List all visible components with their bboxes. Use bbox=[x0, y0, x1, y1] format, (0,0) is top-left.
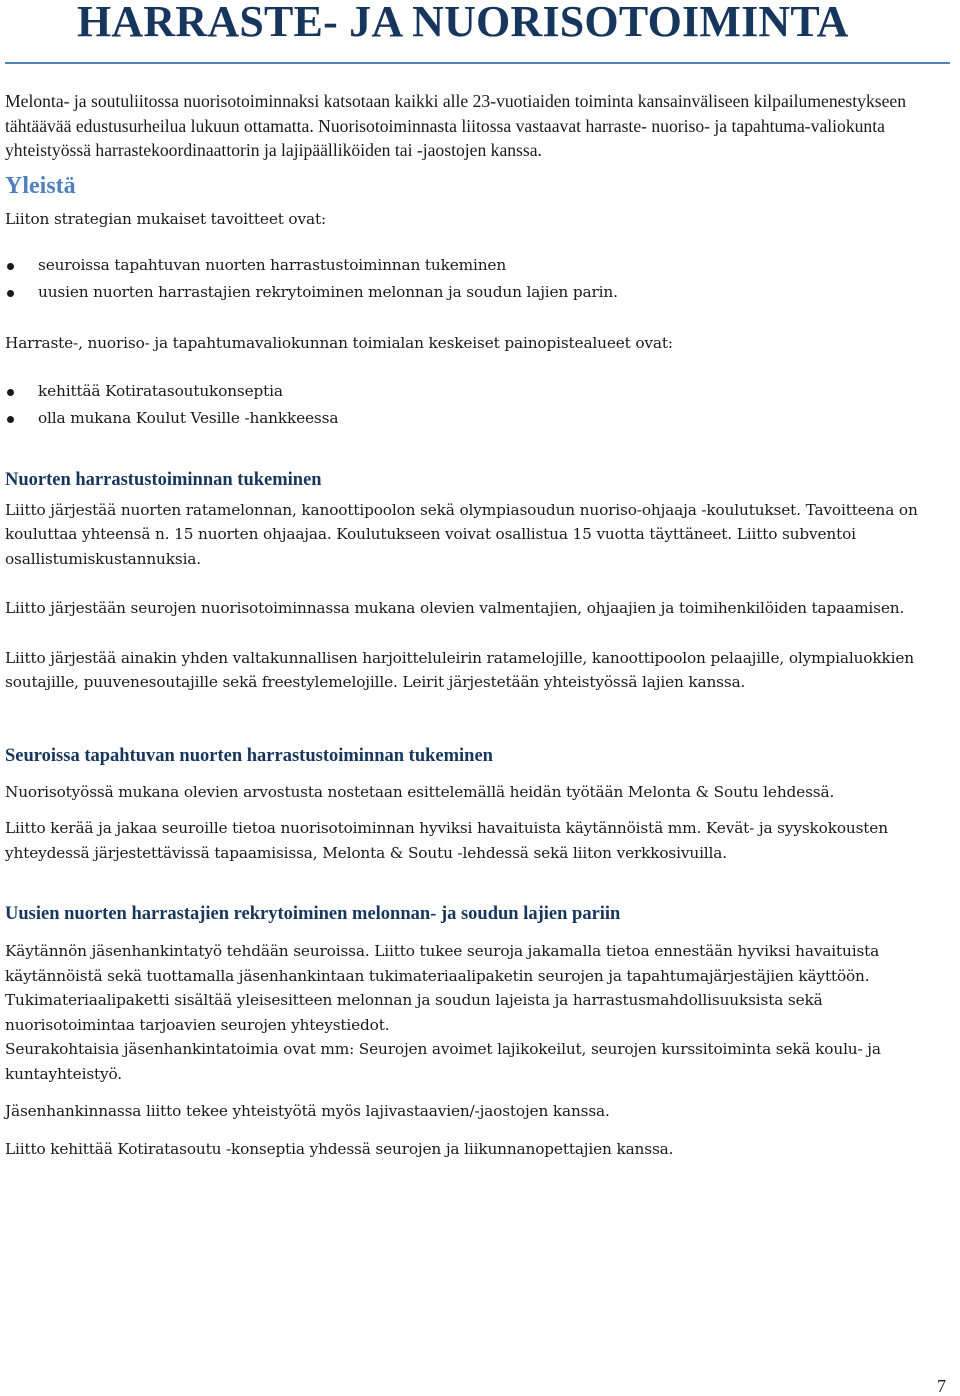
bullet-icon bbox=[7, 263, 14, 270]
recruitment-paragraph: Seurakohtaisia jäsenhankintatoimia ovat mm: Seurojen avoimet lajikokeilut, seurojen kurssitoiminta sekä koulu- ja kuntayhteistyö. bbox=[5, 1040, 881, 1083]
club-support-heading: Seuroissa tapahtuvan nuorten harrastustoiminnan tukeminen bbox=[5, 745, 493, 766]
bullet-icon bbox=[7, 416, 14, 423]
club-support-paragraph: Liitto kerää ja jakaa seuroille tietoa nuorisotoiminnan hyviksi havaituista käytännöistä mm. Kevät- ja syyskokousten yhteydessä järjestettävissä tapaamisissa, Melonta & Soutu -lehdessä sekä liiton verkkosivuilla. bbox=[5, 819, 888, 862]
recruitment-paragraph: Liitto kehittää Kotiratasoutu -konseptia yhdessä seurojen ja liikunnanopettajien kanssa. bbox=[5, 1139, 674, 1158]
list-item: kehittää Kotiratasoutukonseptia bbox=[5, 378, 950, 405]
page-title: HARRASTE- JA NUORISOTOIMINTA bbox=[77, 0, 849, 46]
goals-intro: Liiton strategian mukaiset tavoitteet ovat: bbox=[5, 209, 326, 228]
list-item: olla mukana Koulut Vesille -hankkeessa bbox=[5, 405, 950, 432]
list-item: seuroissa tapahtuvan nuorten harrastustoiminnan tukeminen bbox=[5, 252, 950, 279]
list-item: uusien nuorten harrastajien rekrytoiminen melonnan ja soudun lajien parin. bbox=[5, 279, 950, 306]
youth-support-paragraph: Liitto järjestää ainakin yhden valtakunnallisen harjoitteluleirin ratamelojille, kanoottipoolon pelaajille, olympialuokkien soutajille, puuvenesoutajille sekä freestylemelojille. Leirit järjestetään yhteistyössä lajien kanssa. bbox=[5, 648, 914, 691]
youth-support-paragraph: Liitto järjestää nuorten ratamelonnan, kanoottipoolon sekä olympiasoudun nuoriso-ohjaaja -koulutukset. Tavoitteena on kouluttaa yhteensä n. 15 nuorten ohjaajaa. Koulutukseen voivat osallistua 15 vuotta täyttäneet. Liitto subventoi osallistumiskustannuksia. bbox=[5, 500, 918, 568]
focus-intro: Harraste-, nuoriso- ja tapahtumavaliokunnan toimialan keskeiset painopistealueet ovat: bbox=[5, 334, 673, 352]
bullet-icon bbox=[7, 389, 14, 396]
focus-list bbox=[5, 378, 950, 432]
bullet-icon bbox=[7, 290, 14, 297]
recruitment-paragraph: Jäsenhankinnassa liitto tekee yhteistyötä myös lajivastaavien/-jaostojen kanssa. bbox=[5, 1102, 610, 1120]
document-body bbox=[5, 89, 950, 1161]
club-support-paragraph: Nuorisotyössä mukana olevien arvostusta nostetaan esittelemällä heidän työtään Melonta & Soutu lehdessä. bbox=[5, 782, 835, 801]
intro-paragraph: Melonta- ja soutuliitossa nuorisotoiminnaksi katsotaan kaikki alle 23-vuotiaiden toiminta kansainväliseen kilpailumenestykseen tähtäävää edustusurheilua lukuun ottamatta. Nuorisotoiminnasta liitossa vastaavat harraste- nuoriso- ja tapahtuma-valiokunta yhteistyössä harrastekoordinaattorin ja lajipäälliköiden tai -jaostojen kanssa. bbox=[5, 91, 907, 160]
youth-support-paragraph: Liitto järjestään seurojen nuorisotoiminnassa mukana olevien valmentajien, ohjaajien ja toimihenkilöiden tapaamisen. bbox=[5, 599, 905, 617]
general-heading: Yleistä bbox=[5, 172, 76, 199]
title-divider bbox=[5, 62, 950, 64]
recruitment-heading: Uusien nuorten harrastajien rekrytoiminen melonnan- ja soudun lajien pariin bbox=[5, 904, 621, 924]
goals-list bbox=[5, 252, 950, 306]
recruitment-paragraph: Käytännön jäsenhankintatyö tehdään seuroissa. Liitto tukee seuroja jakamalla tietoa ennestään hyviksi havaituista käytännöistä sekä tuottamalla jäsenhankintaan tukimateriaalipaketin seurojen ja tapahtumajärjestäjien käyttöön. Tukimateriaalipaketti sisältää yleisesitteen melonnan ja soudun lajeista ja harrastusmahdollisuuksista sekä nuorisotoimintaa tarjoavien seurojen yhteystiedot. bbox=[5, 942, 880, 1034]
page-number: 7 bbox=[937, 1376, 946, 1396]
youth-support-heading: Nuorten harrastustoiminnan tukeminen bbox=[5, 469, 322, 490]
